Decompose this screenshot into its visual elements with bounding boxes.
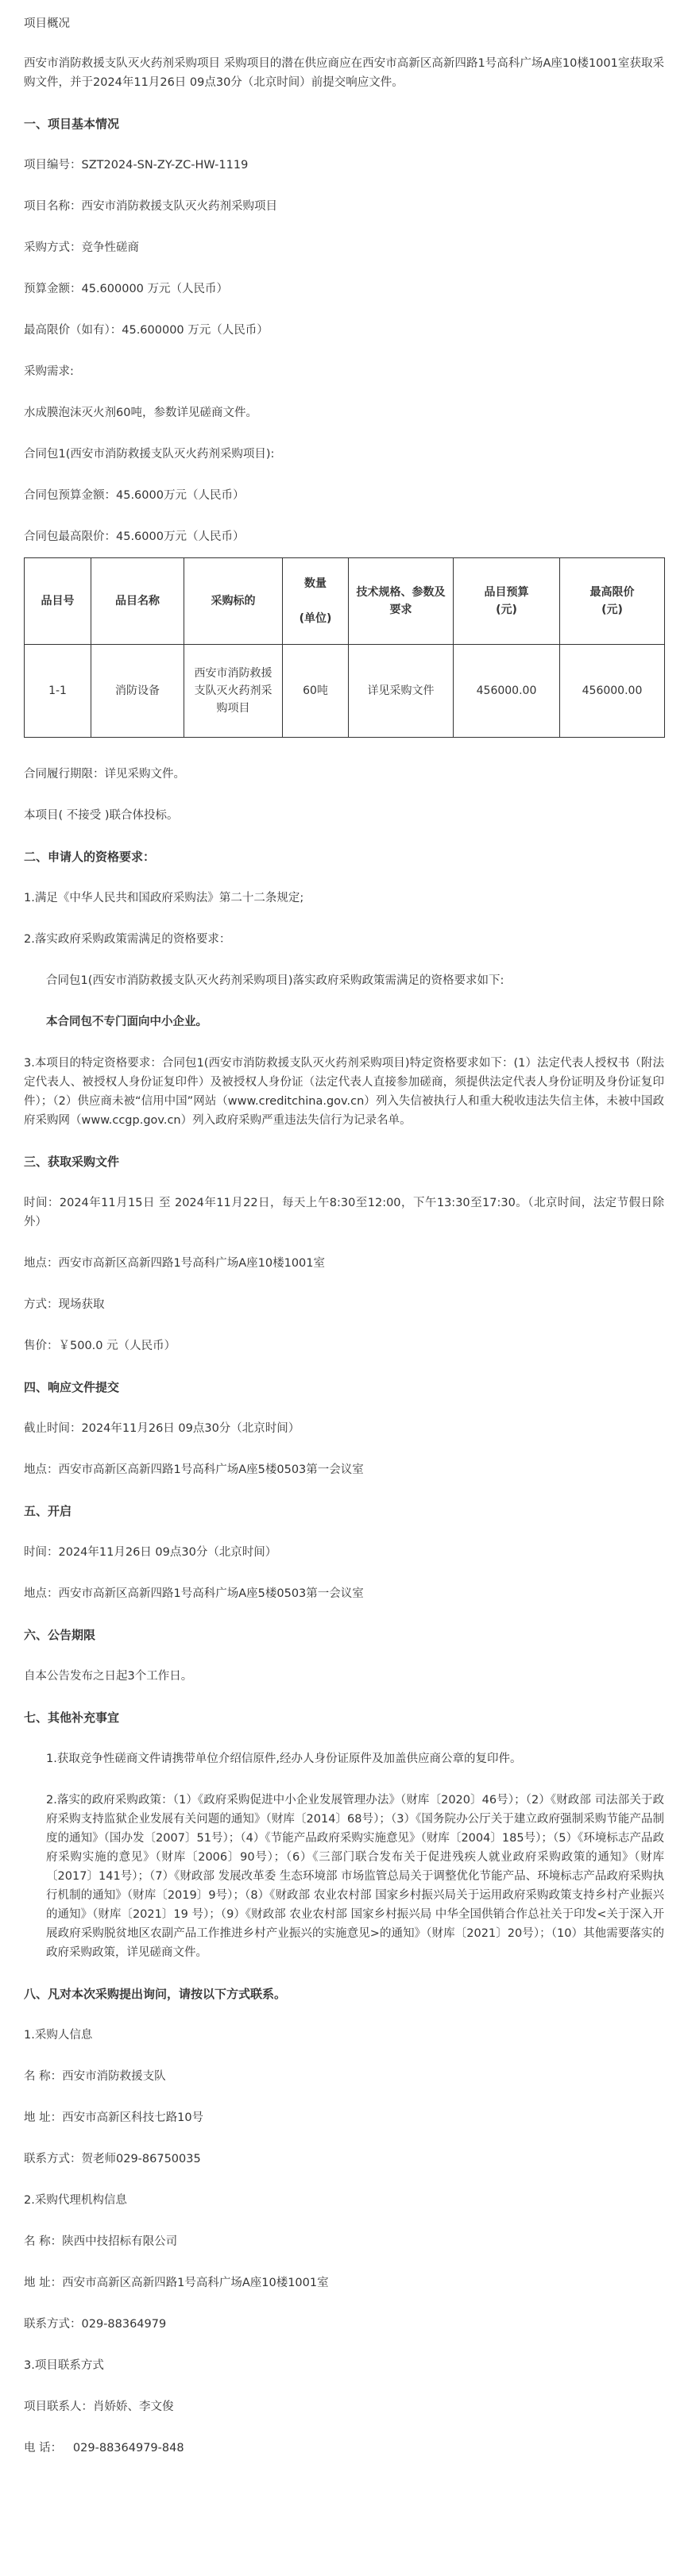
header-quantity: 数量 (单位) bbox=[283, 558, 349, 645]
cell-spec: 详见采购文件 bbox=[349, 645, 454, 738]
cell-max-price: 456000.00 bbox=[560, 645, 665, 738]
buyer-title: 1.采购人信息 bbox=[24, 2029, 93, 2042]
contact-title: 3.项目联系方式 bbox=[24, 2359, 104, 2372]
agent-address: 地 址：西安市高新区高新四路1号高科广场A座10楼1001室 bbox=[24, 2277, 329, 2289]
section-heading: 二、申请人的资格要求： bbox=[24, 850, 156, 864]
cell-budget: 456000.00 bbox=[454, 645, 560, 738]
notice-period: 自本公告发布之日起3个工作日。 bbox=[24, 1670, 193, 1683]
overview-title: 项目概况 bbox=[24, 17, 70, 30]
section-heading: 七、其他补充事宜 bbox=[24, 1710, 120, 1725]
section-heading: 五、开启 bbox=[24, 1504, 72, 1518]
agent-contact: 联系方式：029-88364979 bbox=[24, 2318, 167, 2331]
overview-text: 西安市消防救援支队灭火药剂采购项目 采购项目的潜在供应商应在西安市高新区高新四路1号高科广场A座10楼1001室获取采购文件，并于2024年11月26日 09点30分（北京时间）前提交响应文件。 bbox=[24, 57, 664, 89]
cell-subject: 西安市消防救援支队灭火药剂采购项目 bbox=[184, 645, 283, 738]
agent-name: 名 称：陕西中技招标有限公司 bbox=[24, 2235, 178, 2248]
table-header-row bbox=[25, 558, 665, 645]
section-heading: 六、公告期限 bbox=[24, 1628, 96, 1642]
qualification-item-3: 3.本项目的特定资格要求：合同包1(西安市消防救援支队灭火药剂采购项目)特定资格要求如下：(1）法定代表人授权书（附法定代表人、被授权人身份证复印件）及被授权人身份证（法定代表人直接参加磋商，须提供法定代表人身份证明及身份证复印件）；（2）供应商未被“信用中国”网站（www.creditchina.gov.cn）列入失信被执行人和重大税收违法失信主体，未被中国政府采购网（www.ccgp.gov.cn）列入政府采购严重违法失信行为记录名单。 bbox=[24, 1057, 664, 1127]
demand-label: 采购需求: bbox=[24, 365, 74, 378]
supplement-item-2: 2.落实的政府采购政策：（1）《政府采购促进中小企业发展管理办法》（财库〔2020〕46号）；（2）《财政部 司法部关于政府采购支持监狱企业发展有关问题的通知》（财库〔2014〕68号）；（3）《国务院办公厅关于建立政府强制采购节能产品制度的通知》（国办发〔2007〕51号）；（4）《节能产品政府采购实施意见》（财库〔2004〕185号）；（5）《环境标志产品政府采购实施的意见》（财库〔2006〕90号）；（6）《三部门联合发布关于促进残疾人就业政府采购政策的通知》（财库〔2017〕141号）；（7）《财政部 发展改革委 生态环境部 市场监管总局关于调整优化节能产品、环境标志产品政府采购执行机制的通知》（财库〔2019〕9号）；（8）《财政部 农业农村部 国家乡村振兴局关于运用政府采购政策支持乡村产业振兴的通知》（财库〔2021〕19 号）；（9）《财政部 农业农村部 国家乡村振兴局 中华全国供销合作总社关于印发<关于深入开展政府采购脱贫地区农副产品工作推进乡村产业振兴的实施意见>的通知》（财库〔2021〕20号）；（10）其他需要落实的政府采购政策，详见磋商文件。 bbox=[46, 1794, 664, 1959]
qualification-item-2: 2.落实政府采购政策需满足的资格要求： bbox=[24, 933, 231, 946]
package-max-price: 合同包最高限价：45.6000万元（人民币） bbox=[24, 530, 245, 543]
opening-time: 时间：2024年11月26日 09点30分（北京时间） bbox=[24, 1546, 277, 1559]
contact-phone: 电 话： 029-88364979-848 bbox=[24, 2442, 184, 2455]
header-item-name: 品目名称 bbox=[91, 558, 184, 645]
qualification-package: 合同包1(西安市消防救援支队灭火药剂采购项目)落实政府采购政策需满足的资格要求如下: bbox=[46, 974, 504, 987]
project-number: 项目编号：SZT2024-SN-ZY-ZC-HW-1119 bbox=[24, 159, 249, 172]
items-table bbox=[24, 557, 665, 738]
agent-title: 2.采购代理机构信息 bbox=[24, 2194, 127, 2207]
cell-item-name: 消防设备 bbox=[91, 645, 184, 738]
max-price: 最高限价（如有）：45.600000 万元（人民币） bbox=[24, 324, 269, 337]
obtain-place: 地点：西安市高新区高新四路1号高科广场A座10楼1001室 bbox=[24, 1257, 325, 1270]
obtain-time: 时间：2024年11月15日 至 2024年11月22日，每天上午8:30至12:00，下午13:30至17:30。（北京时间，法定节假日除外） bbox=[24, 1197, 664, 1228]
obtain-way: 方式：现场获取 bbox=[24, 1298, 105, 1311]
supplement-item-1: 1.获取竞争性磋商文件请携带单位介绍信原件,经办人身份证原件及加盖供应商公章的复印件。 bbox=[46, 1753, 522, 1765]
cell-quantity: 60吨 bbox=[283, 645, 349, 738]
buyer-name: 名 称：西安市消防救援支队 bbox=[24, 2070, 166, 2083]
header-budget: 品目预算 (元) bbox=[454, 558, 560, 645]
cell-item-no: 1-1 bbox=[25, 645, 91, 738]
package-title: 合同包1(西安市消防救援支队灭火药剂采购项目): bbox=[24, 448, 275, 461]
contract-term: 合同履行期限：详见采购文件。 bbox=[24, 768, 185, 781]
submit-deadline: 截止时间：2024年11月26日 09点30分（北京时间） bbox=[24, 1422, 300, 1435]
demand-text: 水成膜泡沫灭火剂60吨，参数详见磋商文件。 bbox=[24, 407, 257, 419]
contact-person: 项目联系人：肖娇娇、李文俊 bbox=[24, 2401, 174, 2413]
section-heading: 四、响应文件提交 bbox=[24, 1380, 120, 1394]
project-name: 项目名称：西安市消防救援支队灭火药剂采购项目 bbox=[24, 200, 277, 213]
buyer-contact: 联系方式：贺老师029-86750035 bbox=[24, 2153, 201, 2165]
header-subject: 采购标的 bbox=[184, 558, 283, 645]
buyer-address: 地 址：西安市高新区科技七路10号 bbox=[24, 2111, 204, 2124]
sme-note: 本合同包不专门面向中小企业。 bbox=[46, 1016, 207, 1028]
obtain-price: 售价：￥500.0 元（人民币） bbox=[24, 1340, 176, 1352]
procurement-method: 采购方式：竞争性磋商 bbox=[24, 241, 139, 254]
table-row bbox=[25, 645, 665, 738]
section-heading: 一、项目基本情况 bbox=[24, 117, 120, 131]
submit-place: 地点：西安市高新区高新四路1号高科广场A座5楼0503第一会议室 bbox=[24, 1463, 364, 1476]
section-heading: 三、获取采购文件 bbox=[24, 1155, 120, 1169]
header-max-price: 最高限价 (元) bbox=[560, 558, 665, 645]
package-budget: 合同包预算金额：45.6000万元（人民币） bbox=[24, 489, 245, 502]
budget-amount: 预算金额：45.600000 万元（人民币） bbox=[24, 283, 229, 295]
consortium-note: 本项目( 不接受 )联合体投标。 bbox=[24, 809, 179, 822]
header-spec: 技术规格、参数及要求 bbox=[349, 558, 454, 645]
section-heading: 八、凡对本次采购提出询问，请按以下方式联系。 bbox=[24, 1987, 287, 2001]
qualification-item-1: 1.满足《中华人民共和国政府采购法》第二十二条规定; bbox=[24, 892, 304, 904]
opening-place: 地点：西安市高新区高新四路1号高科广场A座5楼0503第一会议室 bbox=[24, 1587, 364, 1600]
header-item-no: 品目号 bbox=[25, 558, 91, 645]
